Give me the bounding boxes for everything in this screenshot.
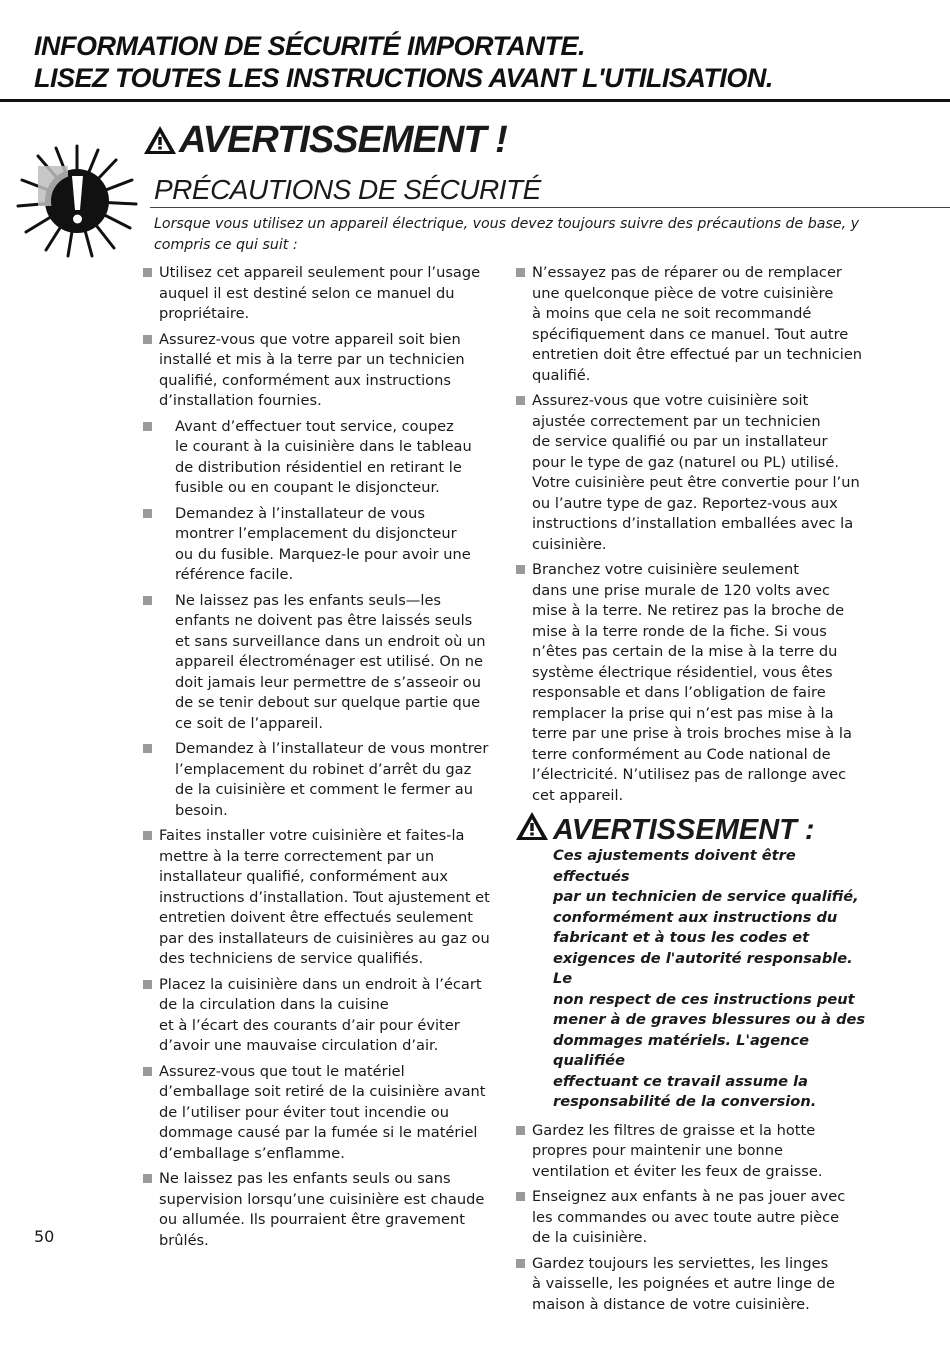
list-item-text: Avant d’effectuer tout service, coupez le courant à la cuisinière dans le tableau de distribution résidentiel en retirant le fusible ou en coupant le disjoncteur. xyxy=(175,417,472,496)
list-item xyxy=(515,1254,871,1316)
bullet-icon xyxy=(143,980,152,989)
list-item-text: N’essayez pas de réparer ou de remplacer une quelconque pièce de votre cuisinière à moins que cela ne soit recommandé spécifiquement dans ce manuel. Tout autre entretien doit être effectué par un technicien qualifié. xyxy=(532,264,863,384)
list-item-text: Utilisez cet appareil seulement pour l’usage auquel il est destiné selon ce manuel du propriétaire. xyxy=(159,264,481,322)
page-header xyxy=(34,30,934,94)
list-item xyxy=(142,739,496,821)
bullet-icon xyxy=(143,1174,152,1183)
list-item xyxy=(142,330,496,412)
list-item xyxy=(515,263,871,386)
warning-title-text: AVERTISSEMENT ! xyxy=(179,119,507,161)
bullet-icon xyxy=(516,1192,525,1201)
bullet-icon xyxy=(143,335,152,344)
bullet-icon xyxy=(143,744,152,753)
intro-text: Lorsque vous utilisez un appareil électrique, vous devez toujours suivre des précautions de base, y compris ce qui suit : xyxy=(154,216,860,253)
list-item-text: Ne laissez pas les enfants seuls ou sans supervision lorsqu’une cuisinière est chaude ou allumée. Ils pourraient être gravement brûlés. xyxy=(159,1170,485,1249)
bullet-icon xyxy=(516,268,525,277)
bullet-icon xyxy=(143,596,152,605)
list-item-text: Assurez-vous que votre cuisinière soit ajustée correctement par un technicien de service qualifié ou par un installateur pour le type de gaz (naturel ou PL) utilisé. Votre cuisinière peut être convertie pour l’un ou l’autre type de gaz. Reportez-vous aux instructions d’installation emballées avec la cuisinière. xyxy=(532,392,860,553)
warning-triangle-icon xyxy=(143,124,177,156)
list-item xyxy=(142,1062,496,1165)
list-item-text: Assurez-vous que tout le matériel d’emballage soit retiré de la cuisinière avant de l’utiliser pour éviter tout incendie ou dommage causé par la fumée si le matériel d’emballage s’enflamme. xyxy=(159,1062,486,1162)
section-divider xyxy=(150,207,950,208)
warning-burst-icon xyxy=(16,144,138,258)
section-title: PRÉCAUTIONS DE SÉCURITÉ xyxy=(154,174,541,205)
bullet-icon xyxy=(516,396,525,405)
list-item-text: Ne laissez pas les enfants seuls—les enfants ne doivent pas être laissés seuls et sans surveillance dans un endroit où un appareil électroménager est utilisé. On ne doit jamais leur permettre de s’asseoir ou de se tenir debout sur quelque partie que ce soit de l’appareil. xyxy=(175,591,486,732)
bullet-icon xyxy=(143,509,152,518)
header-line-2: LISEZ TOUTES LES INSTRUCTIONS AVANT L'UTILISATION. xyxy=(34,63,773,93)
list-item-text: Branchez votre cuisinière seulement dans une prise murale de 120 volts avec mise à la terre. Ne retirez pas la broche de mise à la terre ronde de la fiche. Si vous n’êtes pas certain de la mise à la terre du système électrique résidentiel, vous êtes responsable et dans l’obligation de faire remplacer la prise qui n’est pas mise à la terre par une prise à trois broches mise à la terre conformément au Code national de l’électricité. N’utilisez pas de rallonge avec cet appareil. xyxy=(532,561,852,804)
page-number: 50 xyxy=(34,1227,55,1246)
conversion-warning xyxy=(515,814,871,1113)
list-item xyxy=(142,826,496,970)
bullet-icon xyxy=(516,1126,525,1135)
left-column xyxy=(142,263,496,1256)
list-item-text: Faites installer votre cuisinière et faites-la mettre à la terre correctement par un installateur qualifié, conformément aux instructions d’installation. Tout ajustement et entretien doivent être effectués seulement par des installateurs de cuisinières au gaz ou des techniciens de service qualifiés. xyxy=(159,827,490,967)
header-line-1: INFORMATION DE SÉCURITÉ IMPORTANTE. xyxy=(34,31,586,61)
header-divider xyxy=(0,99,950,102)
list-item xyxy=(142,975,496,1057)
list-item xyxy=(142,504,496,586)
list-item-text: Assurez-vous que votre appareil soit bien installé et mis à la terre par un technicien qualifié, conformément aux instructions d’installation fournies. xyxy=(159,330,465,409)
list-item xyxy=(142,591,496,735)
conversion-warning-title-text: AVERTISSEMENT : xyxy=(553,814,815,846)
list-item xyxy=(142,417,496,499)
bullet-icon xyxy=(516,565,525,574)
list-item xyxy=(515,560,871,806)
bullet-icon xyxy=(516,1259,525,1268)
warning-title xyxy=(143,118,507,162)
warning-triangle-icon xyxy=(515,810,549,842)
list-item xyxy=(515,1121,871,1183)
conversion-warning-body: Ces ajustements doivent être effectués par un technicien de service qualifié, conformément aux instructions du fabricant et à tous les codes et exigences de l'autorité responsable. Le non respect de ces instructions peut mener à de graves blessures ou à des dommages matériels. L'agence qualifiée effectuant ce travail assume la responsabilité de la conversion. xyxy=(553,847,866,1110)
list-item-text: Gardez toujours les serviettes, les linges à vaisselle, les poignées et autre linge de maison à distance de votre cuisinière. xyxy=(532,1254,836,1313)
list-item xyxy=(142,1169,496,1251)
conversion-warning-title xyxy=(515,814,871,846)
bullet-icon xyxy=(143,422,152,431)
list-item xyxy=(142,263,496,325)
bullet-icon xyxy=(143,1067,152,1076)
list-item-text: Demandez à l’installateur de vous montrer l’emplacement du disjoncteur ou du fusible. Marquez-le pour avoir une référence facile. xyxy=(175,504,471,583)
list-item-text: Placez la cuisinière dans un endroit à l’écart de la circulation dans la cuisine et à l’écart des courants d’air pour éviter d’avoir une mauvaise circulation d’air. xyxy=(159,975,482,1054)
bullet-icon xyxy=(143,831,152,840)
list-item-text: Gardez les filtres de graisse et la hotte propres pour maintenir une bonne ventilation et éviter les feux de graisse. xyxy=(532,1121,823,1180)
list-item-text: Enseignez aux enfants à ne pas jouer avec les commandes ou avec toute autre pièce de la cuisinière. xyxy=(532,1188,846,1246)
list-item xyxy=(515,1187,871,1249)
bullet-icon xyxy=(143,268,152,277)
list-item-text: Demandez à l’installateur de vous montrer l’emplacement du robinet d’arrêt du gaz de la cuisinière et comment le fermer au besoin. xyxy=(175,740,489,819)
list-item xyxy=(515,391,871,555)
right-column xyxy=(515,263,871,1320)
